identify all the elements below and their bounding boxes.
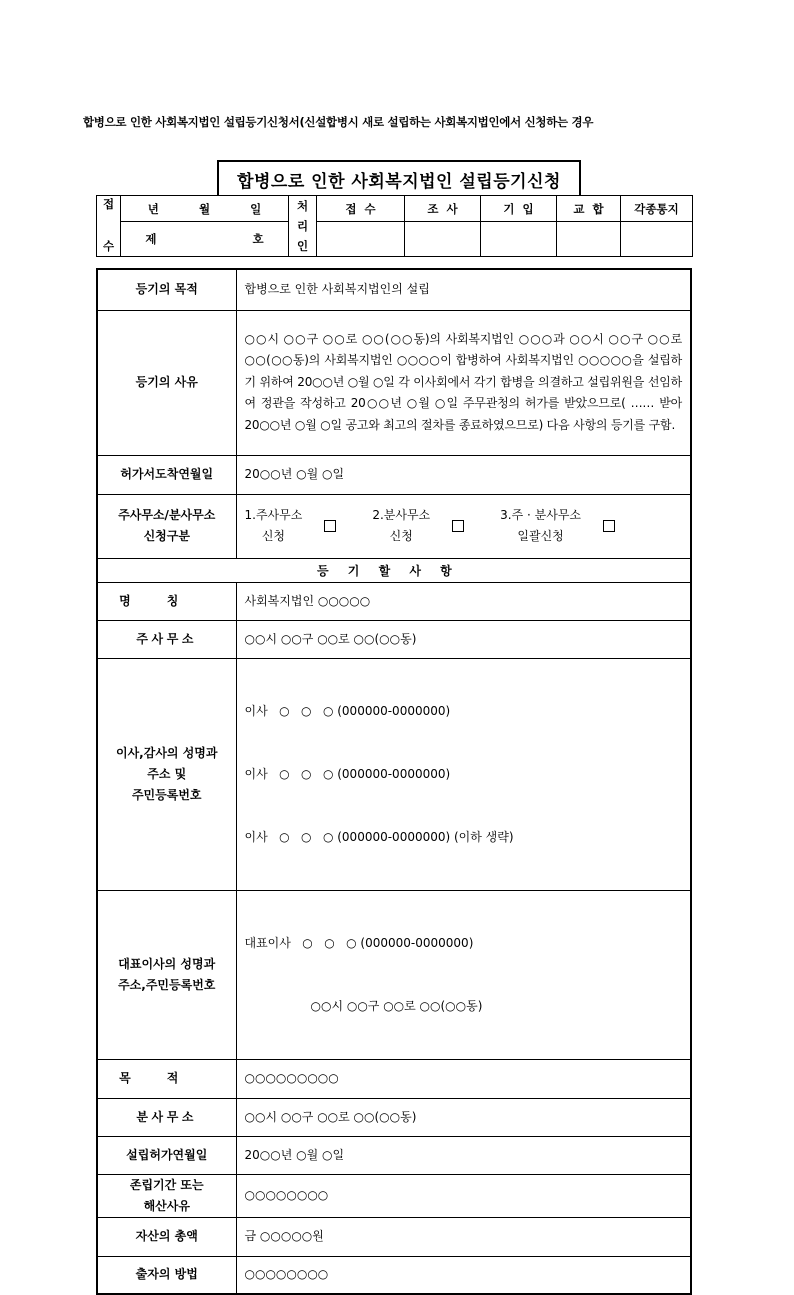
row-reason — [97, 310, 691, 455]
duration-label-2: 해산사유 — [143, 1198, 190, 1213]
option-label: 2.분사무소 — [372, 508, 431, 522]
objective-label: 목적 — [97, 1059, 236, 1098]
representative-address: ○○시 ○○구 ○○로 ○○(○○동) — [310, 998, 483, 1013]
col-notice: 각종통지 — [621, 196, 693, 222]
name-value: 사회복지법인 ○○○○○ — [236, 582, 691, 620]
cell-review[interactable] — [405, 222, 481, 257]
cell-entry[interactable] — [481, 222, 557, 257]
cell-receipt[interactable] — [317, 222, 405, 257]
branch-office-label: 분사무소 — [97, 1098, 236, 1136]
row-objective — [97, 1059, 691, 1098]
row-permit-arrival — [97, 455, 691, 494]
section-title: 등기할사항 — [97, 558, 691, 582]
cell-check[interactable] — [557, 222, 621, 257]
duration-label-1: 존립기간 또는 — [129, 1177, 204, 1192]
checkbox[interactable] — [452, 520, 464, 532]
option-label: 일괄신청 — [517, 529, 564, 543]
row-branch-office — [97, 1098, 691, 1136]
row-name — [97, 582, 691, 620]
permit-arrival-label: 허가서도착연월일 — [97, 455, 236, 494]
office-type-label — [97, 494, 236, 558]
representative-label-2: 주소,주민등록번호 — [118, 977, 216, 992]
representative-label-1: 대표이사의 성명과 — [118, 956, 216, 971]
option-branch-office[interactable] — [372, 505, 488, 547]
form-title — [217, 160, 581, 196]
document-heading: 합병으로 인한 사회복지법인 설립등기신청서(신설합병시 새로 설립하는 사회복지법인에서 신청하는 경우 — [83, 115, 594, 129]
name-label: 명칭 — [97, 582, 236, 620]
main-office-value: ○○시 ○○구 ○○로 ○○(○○동) — [236, 620, 691, 658]
checkbox[interactable] — [603, 520, 615, 532]
col-check: 교 합 — [557, 196, 621, 222]
representative-label — [97, 890, 236, 1059]
form-title-text: 합병으로 인한 사회복지법인 설립등기신청 — [237, 171, 561, 192]
purpose-value: 합병으로 인한 사회복지법인의 설립 — [236, 269, 691, 310]
row-section-header — [97, 558, 691, 582]
directors-label — [97, 658, 236, 890]
duration-value: ○○○○○○○○ — [236, 1174, 691, 1217]
row-assets — [97, 1217, 691, 1256]
representative-value — [236, 890, 691, 1059]
row-representative — [97, 890, 691, 1059]
checkbox[interactable] — [324, 520, 336, 532]
option-bulk[interactable] — [500, 505, 639, 547]
purpose-label: 등기의 목적 — [97, 269, 236, 310]
reason-value: ○○시 ○○구 ○○로 ○○(○○동)의 사회복지법인 ○○○과 ○○시 ○○구 ○○로 ○○(○○동)의 사회복지법인 ○○○○이 합병하여 사회복지법인 ○○○○○을 설립하기 위하여 20○○년 ○월 ○일 각 이사회에서 각기 합병을 의결하고 설립위원을 선임하여 정관을 작성하고 20○○년 ○월 ○일 주무관청의 허가를 받았으므로( …… 받아 20○○년 ○월 ○일 공고와 최고의 절차를 종료하였으므로) 다음 사항의 등기를 구함. — [236, 310, 691, 455]
handler-label: 처 리 인 — [289, 196, 317, 257]
director-line: 이사 ○ ○ ○ (000000-0000000) (이하 생략) — [244, 829, 514, 844]
receipt-number: 제 호 — [121, 222, 289, 257]
objective-value: ○○○○○○○○○ — [236, 1059, 691, 1098]
reason-label: 등기의 사유 — [97, 310, 236, 455]
contribution-value: ○○○○○○○○ — [236, 1256, 691, 1294]
option-label: 신청 — [261, 529, 285, 543]
row-contribution — [97, 1256, 691, 1294]
row-office-type — [97, 494, 691, 558]
representative-line: 대표이사 ○ ○ ○ (000000-0000000) — [244, 935, 474, 950]
main-office-label: 주사무소 — [97, 620, 236, 658]
directors-label-2: 주소 및 — [147, 766, 187, 781]
receipt-label — [97, 196, 121, 257]
directors-label-3: 주민등록번호 — [131, 787, 202, 802]
directors-value — [236, 658, 691, 890]
col-review: 조 사 — [405, 196, 481, 222]
option-main-office[interactable] — [245, 505, 361, 547]
directors-label-1: 이사,감사의 성명과 — [116, 745, 218, 760]
office-type-label-1: 주사무소/분사무소 — [118, 508, 216, 522]
permit-date-label: 설립허가연월일 — [97, 1136, 236, 1174]
receipt-table — [96, 195, 693, 257]
row-purpose — [97, 269, 691, 310]
receipt-date: 년 월 일 — [121, 196, 289, 222]
row-main-office — [97, 620, 691, 658]
permit-date-value: 20○○년 ○월 ○일 — [236, 1136, 691, 1174]
director-line: 이사 ○ ○ ○ (000000-0000000) — [244, 766, 451, 781]
row-duration — [97, 1174, 691, 1217]
receipt-label-top: 접 — [102, 197, 115, 211]
row-permit-date — [97, 1136, 691, 1174]
contribution-label: 출자의 방법 — [97, 1256, 236, 1294]
registration-table — [96, 268, 692, 1295]
cell-notice[interactable] — [621, 222, 693, 257]
option-label: 3.주 · 분사무소 — [500, 508, 582, 522]
receipt-label-bottom: 수 — [102, 239, 115, 253]
col-entry: 기 입 — [481, 196, 557, 222]
director-line: 이사 ○ ○ ○ (000000-0000000) — [244, 703, 451, 718]
duration-label — [97, 1174, 236, 1217]
option-label: 신청 — [389, 529, 413, 543]
col-receipt: 접 수 — [317, 196, 405, 222]
office-type-label-2: 신청구분 — [143, 529, 190, 543]
assets-value: 금 ○○○○○원 — [236, 1217, 691, 1256]
branch-office-value: ○○시 ○○구 ○○로 ○○(○○동) — [236, 1098, 691, 1136]
option-label: 1.주사무소 — [244, 508, 303, 522]
office-type-options — [236, 494, 691, 558]
row-directors — [97, 658, 691, 890]
assets-label: 자산의 총액 — [97, 1217, 236, 1256]
permit-arrival-value: 20○○년 ○월 ○일 — [236, 455, 691, 494]
